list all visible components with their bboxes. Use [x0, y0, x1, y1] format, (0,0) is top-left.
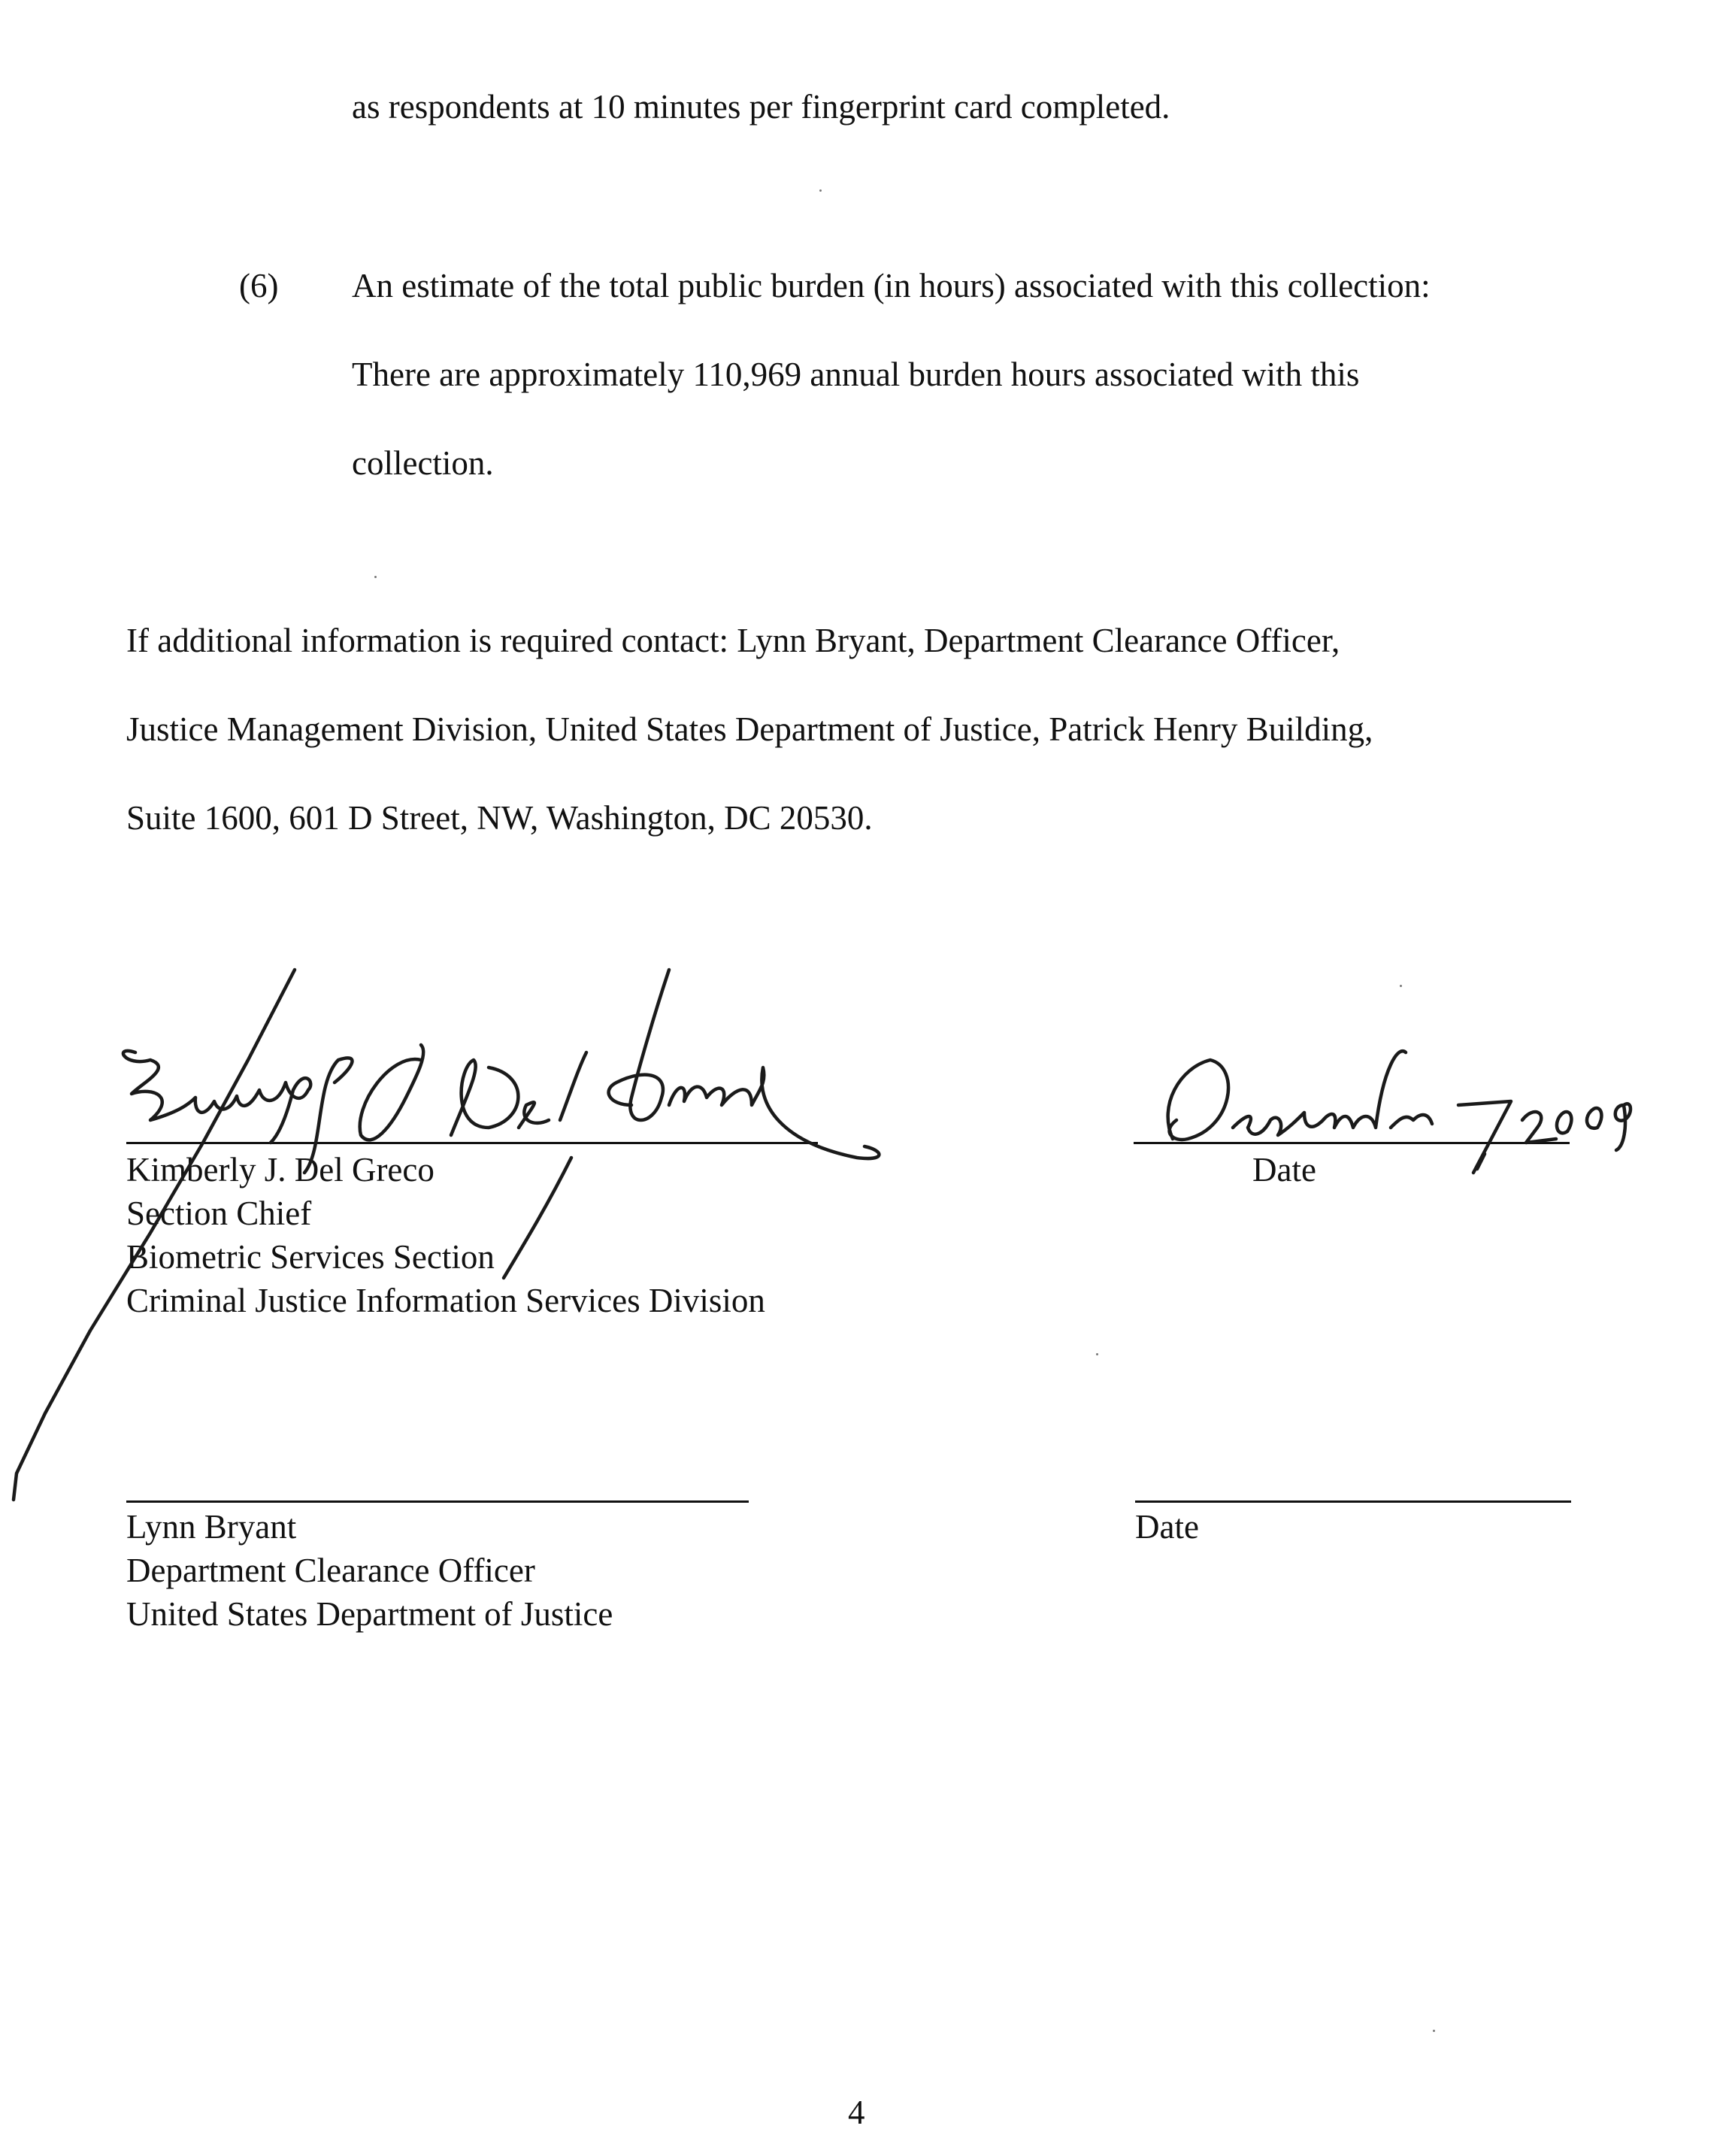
signature-line-1 [126, 1142, 818, 1144]
signature-long-stroke [14, 970, 295, 1500]
date-line-1 [1134, 1142, 1570, 1144]
signatory2-org: United States Department of Justice [126, 1595, 613, 1633]
signature-initial [360, 1045, 424, 1140]
date-line-2 [1135, 1500, 1571, 1503]
signature-surname-1 [451, 1052, 586, 1135]
signatory2-title: Department Clearance Officer [126, 1552, 535, 1589]
contact-line2: Justice Management Division, United States Department of Justice, Patrick Henry Building, [126, 710, 1373, 748]
continuation-line: as respondents at 10 minutes per fingerprint card completed. [352, 88, 1170, 126]
signature-line-2 [126, 1500, 749, 1503]
page-number: 4 [848, 2094, 865, 2131]
handwritten-date-december [1168, 1051, 1432, 1140]
scan-speck [819, 189, 822, 192]
signatory1-section: Biometric Services Section [126, 1238, 495, 1276]
item6-line1: An estimate of the total public burden (in hours) associated with this collection: [352, 267, 1431, 304]
signatory1-name: Kimberly J. Del Greco [126, 1151, 435, 1189]
item-number: (6) [239, 267, 279, 304]
scan-speck [1400, 985, 1402, 987]
scan-speck [1433, 2030, 1435, 2032]
item6-line3: collection. [352, 444, 494, 482]
signatory1-title: Section Chief [126, 1195, 312, 1232]
signatory2-name: Lynn Bryant [126, 1508, 297, 1546]
signature-first-name [123, 1051, 310, 1143]
handwritten-date-comma [1477, 1154, 1485, 1169]
scan-speck [374, 576, 377, 578]
item6-line2: There are approximately 110,969 annual burden hours associated with this [352, 356, 1360, 393]
handwritten-date-seven [1458, 1101, 1511, 1173]
signatory1-division: Criminal Justice Information Services Division [126, 1282, 765, 1319]
date-label-2: Date [1135, 1508, 1199, 1546]
contact-line1: If additional information is required contact: Lynn Bryant, Department Clearance Officer, [126, 622, 1340, 659]
signature-surname-2 [609, 970, 880, 1158]
signature-descender [504, 1158, 571, 1278]
contact-line3: Suite 1600, 601 D Street, NW, Washington, DC 20530. [126, 799, 873, 837]
scan-speck [1096, 1353, 1098, 1355]
date-label-1: Date [1252, 1151, 1316, 1189]
